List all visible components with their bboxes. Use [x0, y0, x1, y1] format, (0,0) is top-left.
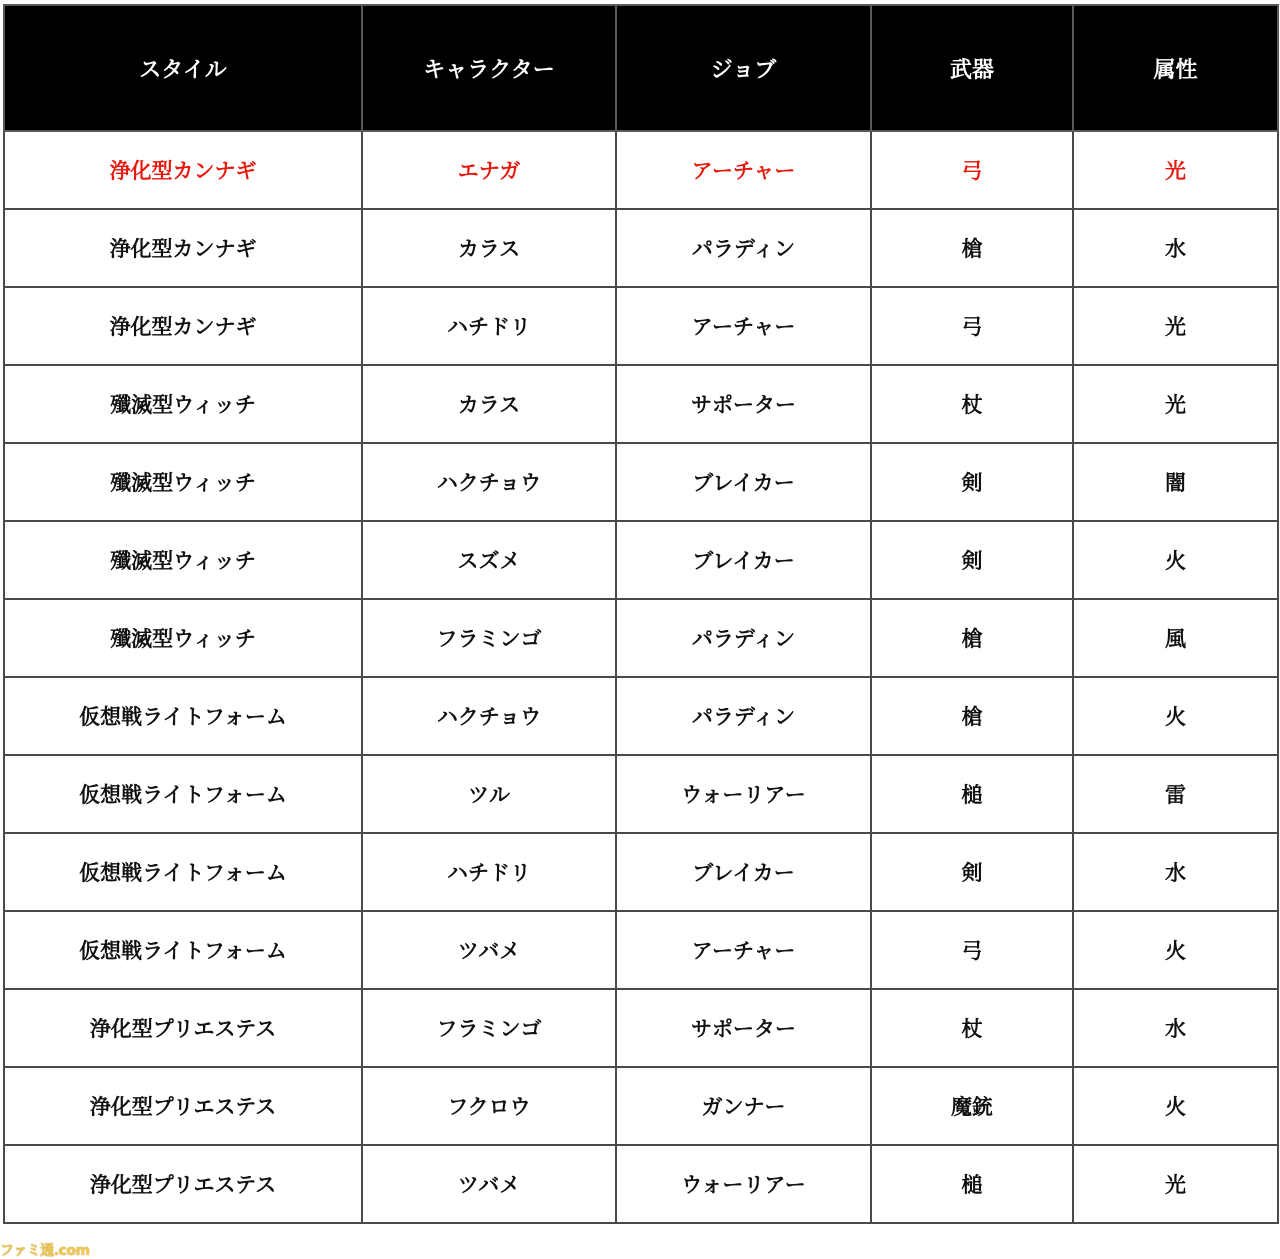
cell-style: 仮想戦ライトフォーム: [4, 911, 362, 989]
table-row: [4, 755, 1278, 833]
header-attribute: 属性: [1073, 5, 1278, 131]
table-row: [4, 677, 1278, 755]
cell-character: ツバメ: [362, 911, 616, 989]
table-row: [4, 443, 1278, 521]
cell-job: パラディン: [616, 599, 871, 677]
data-table-container: [3, 4, 1277, 1224]
cell-character: ハクチョウ: [362, 443, 616, 521]
cell-style: 浄化型プリエステス: [4, 1067, 362, 1145]
cell-character: カラス: [362, 365, 616, 443]
cell-style: 浄化型プリエステス: [4, 1145, 362, 1223]
cell-character: フクロウ: [362, 1067, 616, 1145]
style-table: [3, 4, 1279, 1224]
cell-character: ツル: [362, 755, 616, 833]
cell-attribute: 風: [1073, 599, 1278, 677]
cell-weapon: 槌: [871, 755, 1073, 833]
cell-style: 仮想戦ライトフォーム: [4, 755, 362, 833]
cell-job: サポーター: [616, 365, 871, 443]
cell-weapon: 槍: [871, 209, 1073, 287]
cell-attribute: 雷: [1073, 755, 1278, 833]
table-row: [4, 911, 1278, 989]
cell-style: 浄化型カンナギ: [4, 209, 362, 287]
cell-attribute: 火: [1073, 911, 1278, 989]
table-row: [4, 131, 1278, 209]
cell-attribute: 水: [1073, 209, 1278, 287]
cell-job: ウォーリアー: [616, 755, 871, 833]
cell-job: パラディン: [616, 677, 871, 755]
cell-character: ハチドリ: [362, 833, 616, 911]
cell-weapon: 剣: [871, 521, 1073, 599]
cell-attribute: 火: [1073, 521, 1278, 599]
cell-style: 殲滅型ウィッチ: [4, 365, 362, 443]
cell-job: アーチャー: [616, 911, 871, 989]
cell-character: フラミンゴ: [362, 599, 616, 677]
cell-weapon: 弓: [871, 287, 1073, 365]
cell-style: 浄化型プリエステス: [4, 989, 362, 1067]
cell-job: アーチャー: [616, 131, 871, 209]
cell-attribute: 水: [1073, 833, 1278, 911]
cell-style: 浄化型カンナギ: [4, 287, 362, 365]
cell-character: ハチドリ: [362, 287, 616, 365]
cell-style: 殲滅型ウィッチ: [4, 521, 362, 599]
cell-style: 仮想戦ライトフォーム: [4, 833, 362, 911]
cell-character: カラス: [362, 209, 616, 287]
header-weapon: 武器: [871, 5, 1073, 131]
cell-character: スズメ: [362, 521, 616, 599]
cell-job: ブレイカー: [616, 833, 871, 911]
cell-attribute: 光: [1073, 131, 1278, 209]
cell-style: 殲滅型ウィッチ: [4, 599, 362, 677]
cell-job: ブレイカー: [616, 521, 871, 599]
header-character: キャラクター: [362, 5, 616, 131]
cell-character: フラミンゴ: [362, 989, 616, 1067]
cell-style: 仮想戦ライトフォーム: [4, 677, 362, 755]
table-row: [4, 521, 1278, 599]
table-row: [4, 599, 1278, 677]
cell-job: アーチャー: [616, 287, 871, 365]
cell-attribute: 光: [1073, 365, 1278, 443]
cell-attribute: 光: [1073, 287, 1278, 365]
cell-character: エナガ: [362, 131, 616, 209]
table-body: [4, 131, 1278, 1223]
cell-character: ツバメ: [362, 1145, 616, 1223]
cell-weapon: 杖: [871, 989, 1073, 1067]
cell-weapon: 弓: [871, 131, 1073, 209]
site-watermark: ファミ通.com: [0, 1243, 90, 1259]
cell-weapon: 弓: [871, 911, 1073, 989]
cell-job: ブレイカー: [616, 443, 871, 521]
cell-weapon: 槌: [871, 1145, 1073, 1223]
cell-weapon: 魔銃: [871, 1067, 1073, 1145]
cell-weapon: 剣: [871, 443, 1073, 521]
cell-weapon: 杖: [871, 365, 1073, 443]
table-row: [4, 209, 1278, 287]
cell-attribute: 火: [1073, 677, 1278, 755]
cell-attribute: 火: [1073, 1067, 1278, 1145]
cell-style: 浄化型カンナギ: [4, 131, 362, 209]
cell-attribute: 水: [1073, 989, 1278, 1067]
header-row: [4, 5, 1278, 131]
table-row: [4, 287, 1278, 365]
cell-job: ウォーリアー: [616, 1145, 871, 1223]
cell-weapon: 槍: [871, 677, 1073, 755]
table-row: [4, 833, 1278, 911]
cell-weapon: 剣: [871, 833, 1073, 911]
cell-job: パラディン: [616, 209, 871, 287]
cell-job: サポーター: [616, 989, 871, 1067]
table-row: [4, 1067, 1278, 1145]
cell-character: ハクチョウ: [362, 677, 616, 755]
cell-job: ガンナー: [616, 1067, 871, 1145]
cell-attribute: 闇: [1073, 443, 1278, 521]
table-row: [4, 1145, 1278, 1223]
cell-attribute: 光: [1073, 1145, 1278, 1223]
header-job: ジョブ: [616, 5, 871, 131]
table-row: [4, 365, 1278, 443]
table-row: [4, 989, 1278, 1067]
header-style: スタイル: [4, 5, 362, 131]
cell-weapon: 槍: [871, 599, 1073, 677]
cell-style: 殲滅型ウィッチ: [4, 443, 362, 521]
table-header: [4, 5, 1278, 131]
